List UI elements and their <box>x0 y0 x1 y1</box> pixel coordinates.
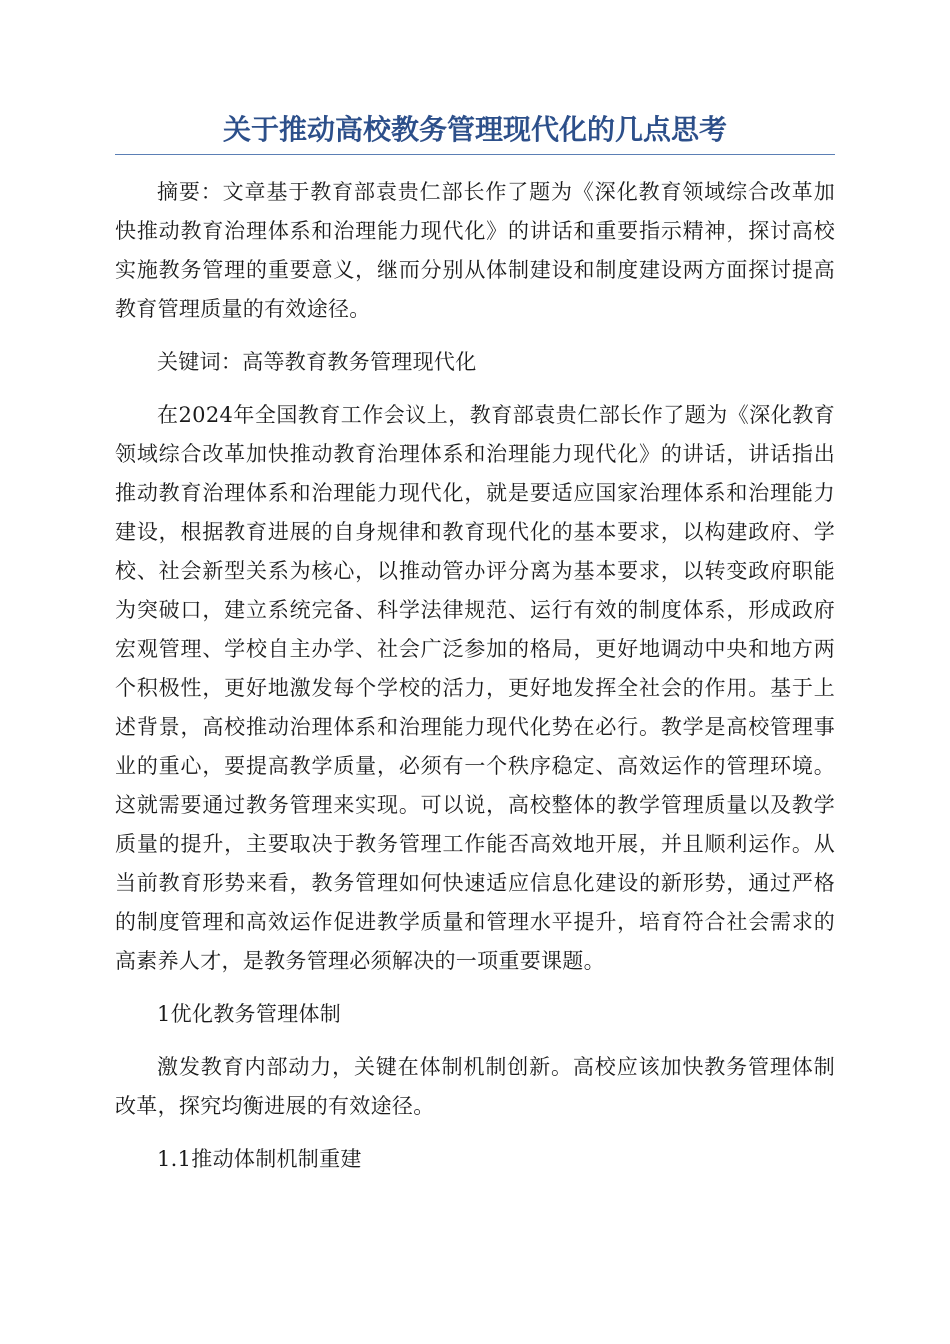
document-title: 关于推动高校教务管理现代化的几点思考 <box>115 108 835 155</box>
keywords-paragraph: 关键词：高等教育教务管理现代化 <box>157 350 477 374</box>
section-heading-1: 1优化教务管理体制 <box>157 1002 342 1026</box>
document-page <box>115 108 835 1179</box>
abstract-paragraph: 摘要：文章基于教育部袁贵仁部长作了题为《深化教育领域综合改革加快推动教育治理体系和治理能力现代化》的讲话和重要指示精神，探讨高校实施教务管理的重要意义，继而分别从体制建设和制度建设两方面探讨提高教育管理质量的有效途径。 <box>115 180 835 321</box>
section-heading-1-1: 1.1推动体制机制重建 <box>157 1147 362 1171</box>
section-1-paragraph: 激发教育内部动力，关键在体制机制创新。高校应该加快教务管理体制改革，探究均衡进展的有效途径。 <box>115 1055 835 1118</box>
intro-paragraph: 在2024年全国教育工作会议上，教育部袁贵仁部长作了题为《深化教育领域综合改革加快推动教育治理体系和治理能力现代化》的讲话，讲话指出推动教育治理体系和治理能力现代化，就是要适应国家治理体系和治理能力建设，根据教育进展的自身规律和教育现代化的基本要求，以构建政府、学校、社会新型关系为核心，以推动管办评分离为基本要求，以转变政府职能为突破口，建立系统完备、科学法律规范、运行有效的制度体系，形成政府宏观管理、学校自主办学、社会广泛参加的格局，更好地调动中央和地方两个积极性，更好地激发每个学校的活力，更好地发挥全社会的作用。基于上述背景，高校推动治理体系和治理能力现代化势在必行。教学是高校管理事业的重心，要提高教学质量，必须有一个秩序稳定、高效运作的管理环境。这就需要通过教务管理来实现。可以说，高校整体的教学管理质量以及教学质量的提升，主要取决于教务管理工作能否高效地开展，并且顺利运作。从当前教育形势来看，教务管理如何快速适应信息化建设的新形势，通过严格的制度管理和高效运作促进教学质量和管理水平提升，培育符合社会需求的高素养人才，是教务管理必须解决的一项重要课题。 <box>115 403 835 973</box>
